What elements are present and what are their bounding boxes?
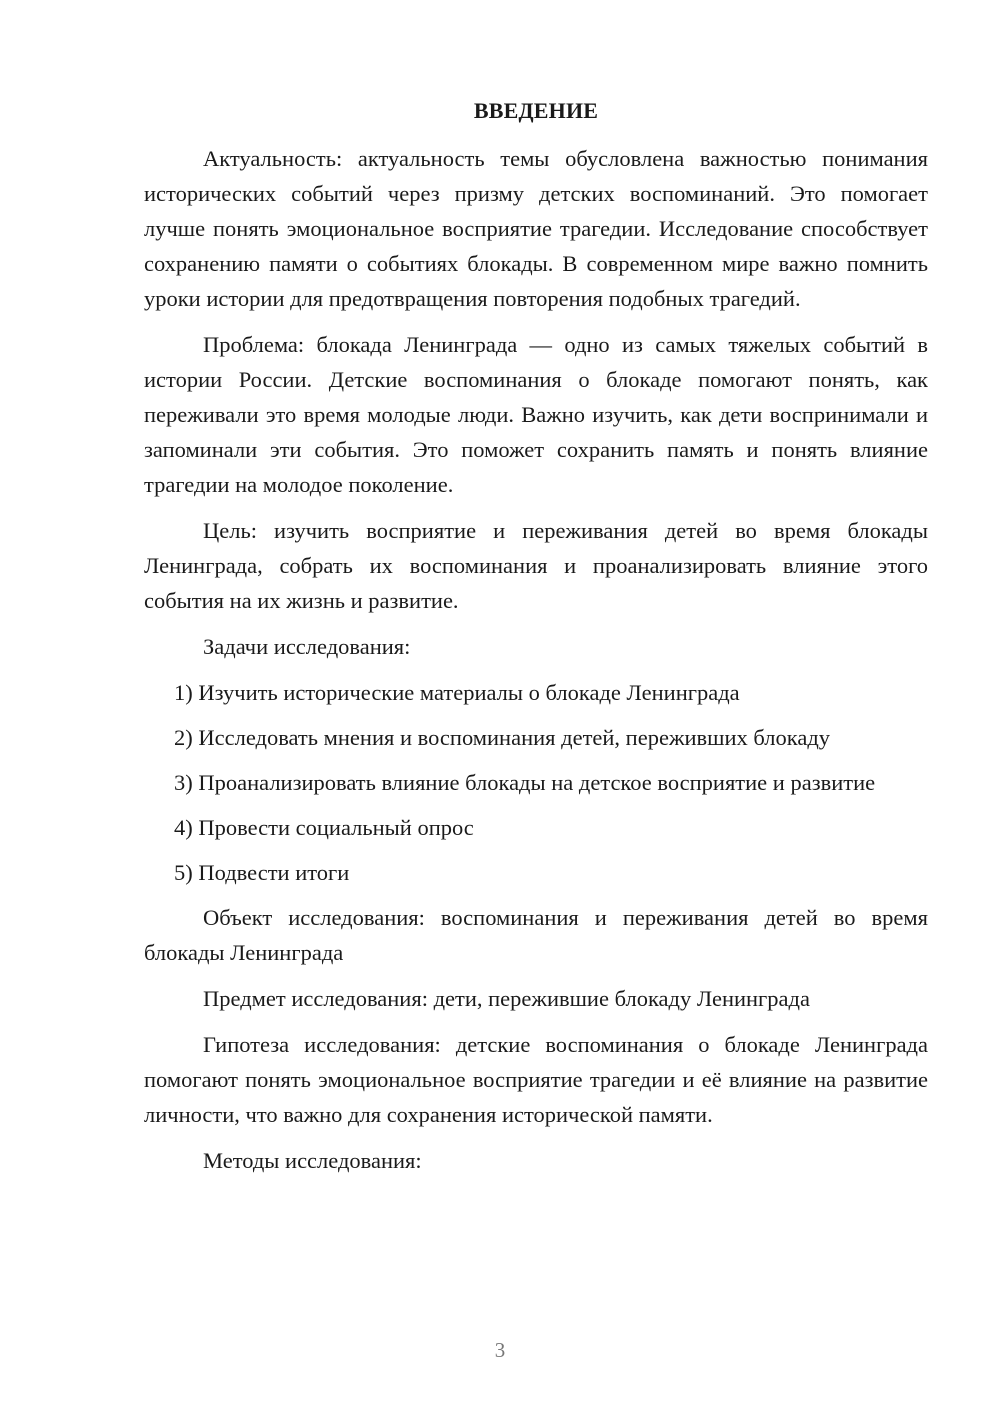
paragraph-problem: Проблема: блокада Ленинграда — одно из самых тяжелых событий в истории России. Детские воспоминания о блокаде помогают понять, как переживали это время молодые люди. Важно изучить, как дети воспринимали и запоминали эти события. Это поможет сохранить память и понять влияние трагедии на молодое поколение. <box>144 332 928 497</box>
list-item: 4) Провести социальный опрос <box>174 815 474 840</box>
paragraph-tasks-intro: Задачи исследования: <box>203 634 411 659</box>
paragraph-hypothesis: Гипотеза исследования: детские воспоминания о блокаде Ленинграда помогают понять эмоциональное восприятие трагедии и её влияние на развитие личности, что важно для сохранения исторической памяти. <box>144 1032 928 1127</box>
page-content <box>144 93 928 1189</box>
list-item: 5) Подвести итоги <box>174 860 350 885</box>
list-item: 2) Исследовать мнения и воспоминания детей, переживших блокаду <box>174 725 831 750</box>
paragraph-methods: Методы исследования: <box>203 1148 422 1173</box>
paragraph-relevance: Актуальность: актуальность темы обусловлена важностью понимания исторических событий через призму детских воспоминаний. Это помогает лучше понять эмоциональное восприятие трагедии. Исследование способствует сохранению памяти о событиях блокады. В современном мире важно помнить уроки истории для предотвращения повторения подобных трагедий. <box>144 146 928 311</box>
page-number: 3 <box>494 1338 506 1362</box>
list-item: 1) Изучить исторические материалы о блокаде Ленинграда <box>174 680 740 705</box>
paragraph-goal: Цель: изучить восприятие и переживания детей во время блокады Ленинграда, собрать их воспоминания и проанализировать влияние этого события на их жизнь и развитие. <box>144 518 928 613</box>
paragraph-subject: Предмет исследования: дети, пережившие блокаду Ленинграда <box>203 986 810 1011</box>
list-item: 3) Проанализировать влияние блокады на детское восприятие и развитие <box>174 770 876 795</box>
section-heading: ВВЕДЕНИЕ <box>473 98 599 123</box>
tasks-list <box>144 675 928 890</box>
paragraph-object: Объект исследования: воспоминания и переживания детей во время блокады Ленинграда <box>144 905 928 965</box>
